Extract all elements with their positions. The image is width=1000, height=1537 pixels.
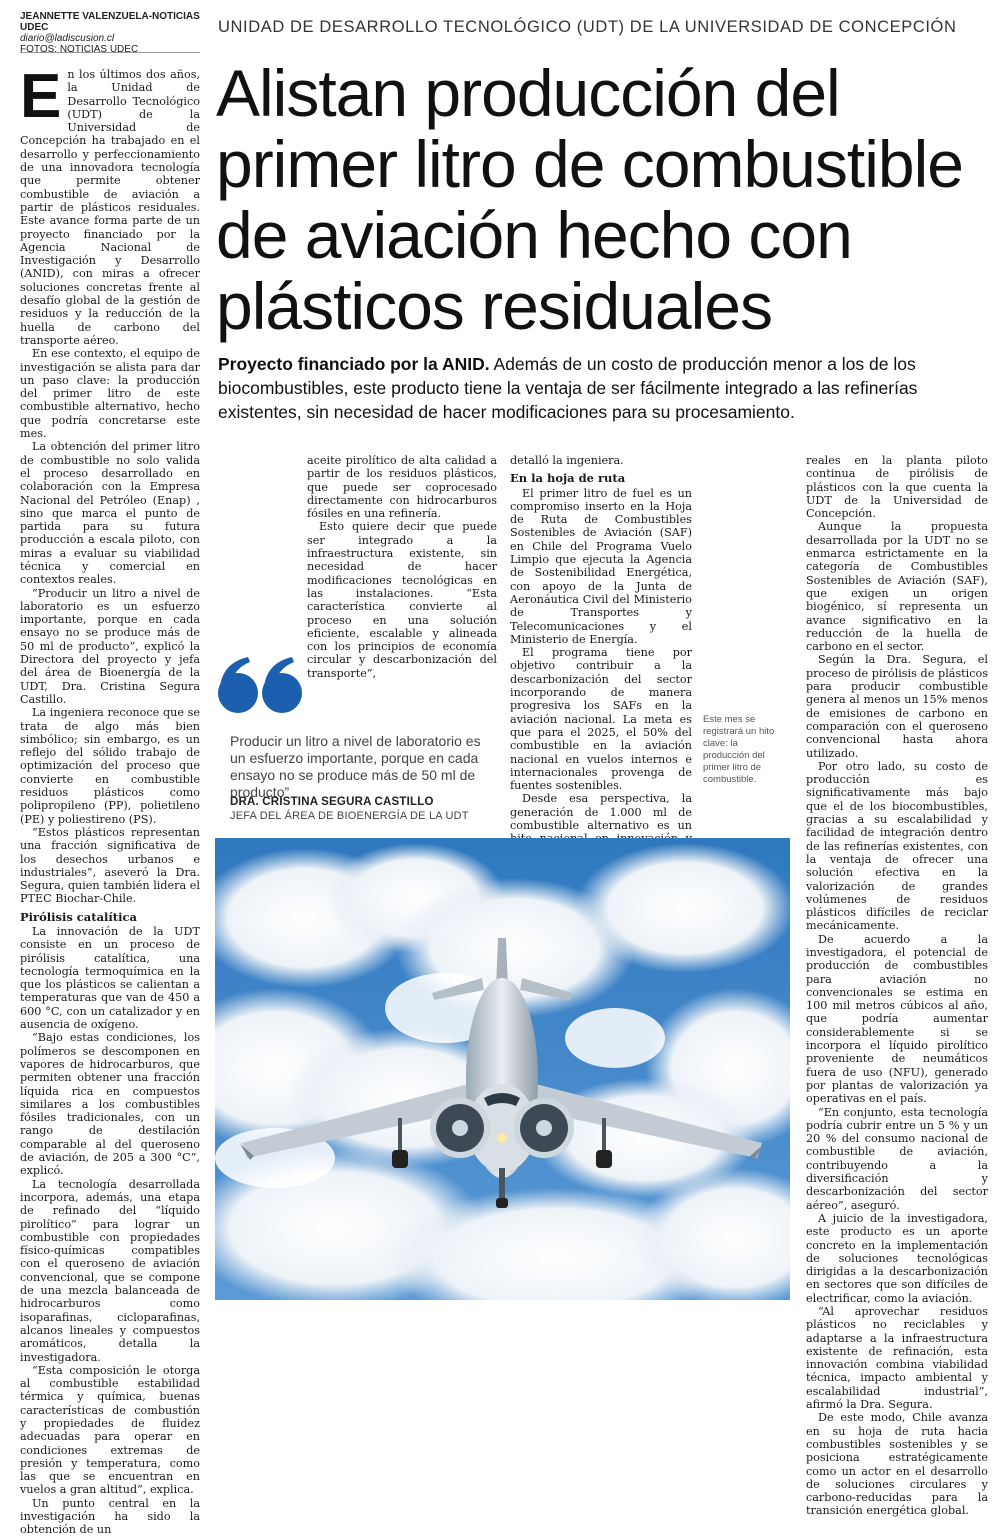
article-column-3 bbox=[510, 454, 692, 899]
pull-quote-attribution: DRA. CRISTINA SEGURA CASTILLO bbox=[230, 796, 434, 808]
paragraph: De este modo, Chile avanza en su hoja de ruta hacia combustibles sostenibles y se posiciona estratégicamente como un actor en el desarrollo de soluciones circulares y carbono-reducidas para la transición energética global. bbox=[806, 1411, 988, 1518]
pull-quote-role: JEFA DEL ÁREA DE BIOENERGÍA DE LA UDT bbox=[230, 810, 469, 822]
quote-marks-icon bbox=[216, 655, 306, 715]
pull-quote: Producir un litro a nivel de laboratorio es un esfuerzo importante, porque en cada ensayo no se produce más de 50 ml de producto” bbox=[230, 733, 481, 800]
headline bbox=[216, 58, 986, 342]
paragraph: aceite pirolítico de alta calidad a partir de los residuos plásticos, que puede ser coprocesado directamente con hidrocarburos fósiles en una refinería. bbox=[307, 454, 497, 521]
paragraph: “Estos plásticos representan una fracción significativa de los desechos urbanos e industriales”, aseveró la Dra. Segura, quien también lidera el PTEC Biochar-Chile. bbox=[20, 825, 200, 906]
paragraph: Un punto central en la investigación ha sido la obtención de un bbox=[20, 1496, 200, 1537]
paragraph: Desde esa perspectiva, la generación de 1.000 ml de combustible alternativo es un bbox=[510, 792, 692, 833]
paragraph: La innovación de la UDT consiste en un proceso de pirólisis catalítica, una tecnología termoquímica en la que los plásticos se calientan a temperaturas que van de 450 a 600 °C, con un catalizador y en ausencia de oxígeno. bbox=[20, 925, 200, 1032]
paragraph: “Esta composición le otorga al combustible estabilidad térmica y química, buenas características de combustión y propiedades de fluidez adecuadas para operar en condiciones extremas de presión y temperatura, como las que se encuentran en vuelos a gran altitud”, explica. bbox=[20, 1363, 200, 1497]
airplane-photo bbox=[215, 838, 790, 1300]
paragraph: Según la Dra. Segura, el proceso de pirólisis de plásticos para producir combustible genera al menos un 15% menos de emisiones de carbono en comparación con el queroseno convencional hasta ahora utilizado. bbox=[806, 653, 988, 760]
headline-line-4: plásticos residuales bbox=[216, 269, 772, 343]
author-email[interactable]: diario@ladiscusion.cl bbox=[20, 33, 115, 44]
subheadline bbox=[218, 352, 988, 424]
subheading: En la hoja de ruta bbox=[510, 471, 626, 486]
subheadline-lead: Proyecto financiado por la ANID. bbox=[218, 354, 490, 374]
byline-divider bbox=[20, 52, 200, 53]
article-column-4 bbox=[806, 454, 988, 1518]
caption-note: Este mes se registrará un hito clave: la producción del primer litro de combustible. bbox=[703, 714, 775, 785]
headline-line-3: de aviación hecho con bbox=[216, 198, 852, 272]
paragraph: En los últimos dos años, la Unidad de Desarrollo Tecnológico (UDT) de la Universidad de Concepción ha trabajado en el desarrollo y perfeccionamiento de una innovadora tecnología que permite obtener combustible de aviación a partir de plásticos residuales. Este avance forma parte de un proyecto financiado por la Agencia Nacional de Investigación y Desarrollo (ANID), con miras a ofrecer soluciones concretas frente al desafío global de la gestión de residuos y la reducción de la huella de carbono del transporte aéreo. bbox=[20, 62, 200, 347]
author-credit: JEANNETTE VALENZUELA-NOTICIAS UDEC bbox=[20, 11, 200, 33]
paragraph: La obtención del primer litro de combustible no solo valida el proceso desarrollado en colaboración con la Empresa Nacional del Petróleo (Enap) , sino que marca el punto de partida para su futura producción a escala piloto, con miras a evaluar su viabilidad técnica y comercial en contextos reales. bbox=[20, 440, 200, 587]
paragraph: La ingeniera reconoce que se trata de algo más bien simbólico; sin embargo, es un reflejo del sólido trabajo de optimización del proceso que convierte en combustible residuos plásticos como polipropileno (PP), polietileno (PE) y poliestireno (PS). bbox=[20, 706, 200, 826]
paragraph: La tecnología desarrollada incorpora, además, una etapa de refinado del “líquido pirolítico” para lograr un combustible con propiedades físico-químicas compatibles con el queroseno de aviación convencional, que se compone de una mezcla balanceada de hidrocarburos como isoparafinas, cicloparafinas, alcanos lineales y compuestos aromáticos, detalla la investigadora. bbox=[20, 1177, 200, 1364]
paragraph: “En conjunto, esta tecnología podría cubrir entre un 5 % y un 20 % del consumo nacional de combustible de aviación, contribuyendo a la diversificación y descarbonización del sector aéreo”, aseguró. bbox=[806, 1105, 988, 1212]
drop-cap: E bbox=[20, 62, 62, 131]
paragraph: En ese contexto, el equipo de investigación se alista para dar un paso clave: la producción del primer litro de este combustible alternativo, hecho que podría concretarse este mes. bbox=[20, 347, 200, 441]
paragraph: Por otro lado, su costo de producción es significativamente más bajo que el de los biocombustibles, gracias a su escalabilidad y facilidad de integración dentro de las refinerías existentes, con la ventaja de ofrecer una solución efectiva en la valorización de grandes volúmenes de residuos plásticos difíciles de reciclar mecánicamente. bbox=[806, 759, 988, 933]
headline-line-2: primer litro de combustible bbox=[216, 127, 963, 201]
article-column-2 bbox=[307, 454, 497, 680]
section-header: UNIDAD DE DESARROLLO TECNOLÓGICO (UDT) DE LA UNIVERSIDAD DE CONCEPCIÓN bbox=[218, 18, 957, 36]
subheading: Pirólisis catalítica bbox=[20, 909, 137, 924]
paragraph: “Producir un litro a nivel de laboratorio es un esfuerzo importante, porque en cada ensayo no se produce más de 50 ml de producto”, explicó la Directora del proyecto y jefa del área de Bioenergía de la UDT, Dra. Cristina Segura Castillo. bbox=[20, 586, 200, 706]
paragraph: detalló la ingeniera. bbox=[510, 454, 624, 467]
paragraph: Aunque la propuesta desarrollada por la UDT no se enmarca estrictamente en la categoría de Combustibles Sostenibles de Aviación (SAF), que exigen un origen biogénico, sí representa un avance significativo en la reducción de la huella de carbono en el sector. bbox=[806, 520, 988, 654]
headline-line-1: Alistan producción del bbox=[216, 56, 840, 130]
article-column-1 bbox=[20, 62, 200, 1537]
paragraph: “Al aprovechar residuos plásticos no reciclables y adaptarse a la infraestructura existente de refinación, esta innovación combina viabilidad técnica, impacto ambiental y escalabilidad industrial”, afirmó la Dra. Segura. bbox=[806, 1305, 988, 1412]
paragraph: Esto quiere decir que puede ser integrado a la infraestructura existente, sin necesidad de hacer modificaciones tecnológicas en las instalaciones. “Esta característica convierte al proceso en una solución eficiente, escalable y alineada con los principios de economía circular y descarbonización del transporte”, bbox=[307, 520, 497, 680]
paragraph: A juicio de la investigadora, este producto es un aporte concreto en la implementación de soluciones tecnológicas dirigidas a la descarbonización en sectores que son difíciles de electrificar, como la aviación. bbox=[806, 1211, 988, 1305]
byline bbox=[20, 11, 205, 55]
paragraph: De acuerdo a la investigadora, el potencial de producción de combustibles para aviación no convencionales se estima en 100 mil metros cúbicos al año, que podría aumentar considerablemente si se incorpora el líquido pirolítico proveniente de neumáticos fuera de uso (NFU), generado por plantas de valorización ya operativas en el país. bbox=[806, 932, 988, 1106]
paragraph: El primer litro de fuel es un compromiso inserto en la Hoja de Ruta de Combustibles Sostenibles de Aviación (SAF) en Chile del Programa Vuelo Limpio que ejecuta la Agencia de Sostenibilidad Energética, con apoyo de la Junta de Aeronáutica Civil del Ministerio de Transportes y Telecomunicaciones y el Ministerio de Energía. bbox=[510, 486, 692, 646]
photo-credit: FOTOS: NOTICIAS UDEC bbox=[20, 44, 139, 55]
paragraph: “Bajo estas condiciones, los polímeros se descomponen en vapores de hidrocarburos, que permiten obtener una fracción líquida rica en compuestos similares a los combustibles fósiles tradicionales, con un rango de destilación comparable al del queroseno de aviación, de 205 a 300 °C”, explicó. bbox=[20, 1031, 200, 1178]
paragraph: reales en la planta piloto continua de pirólisis de plásticos con la que cuenta la UDT de la Universidad de Concepción. bbox=[806, 454, 988, 521]
subheadline-text: Además de un costo de producción menor a los de los biocombustibles, este producto tiene la ventaja de ser fácilmente integrado a las refinerías existentes, sin necesidad de hacer modificaciones para su procesamiento. bbox=[218, 354, 918, 422]
paragraph: El programa tiene por objetivo contribuir a la descarbonización del sector incorporando de manera progresiva los SAFs en la aviación nacional. La meta es que para el 2025, el 50% del combustible en la aviación nacional en vuelos internos e internacionales provenga de fuentes sostenibles. bbox=[510, 646, 692, 793]
